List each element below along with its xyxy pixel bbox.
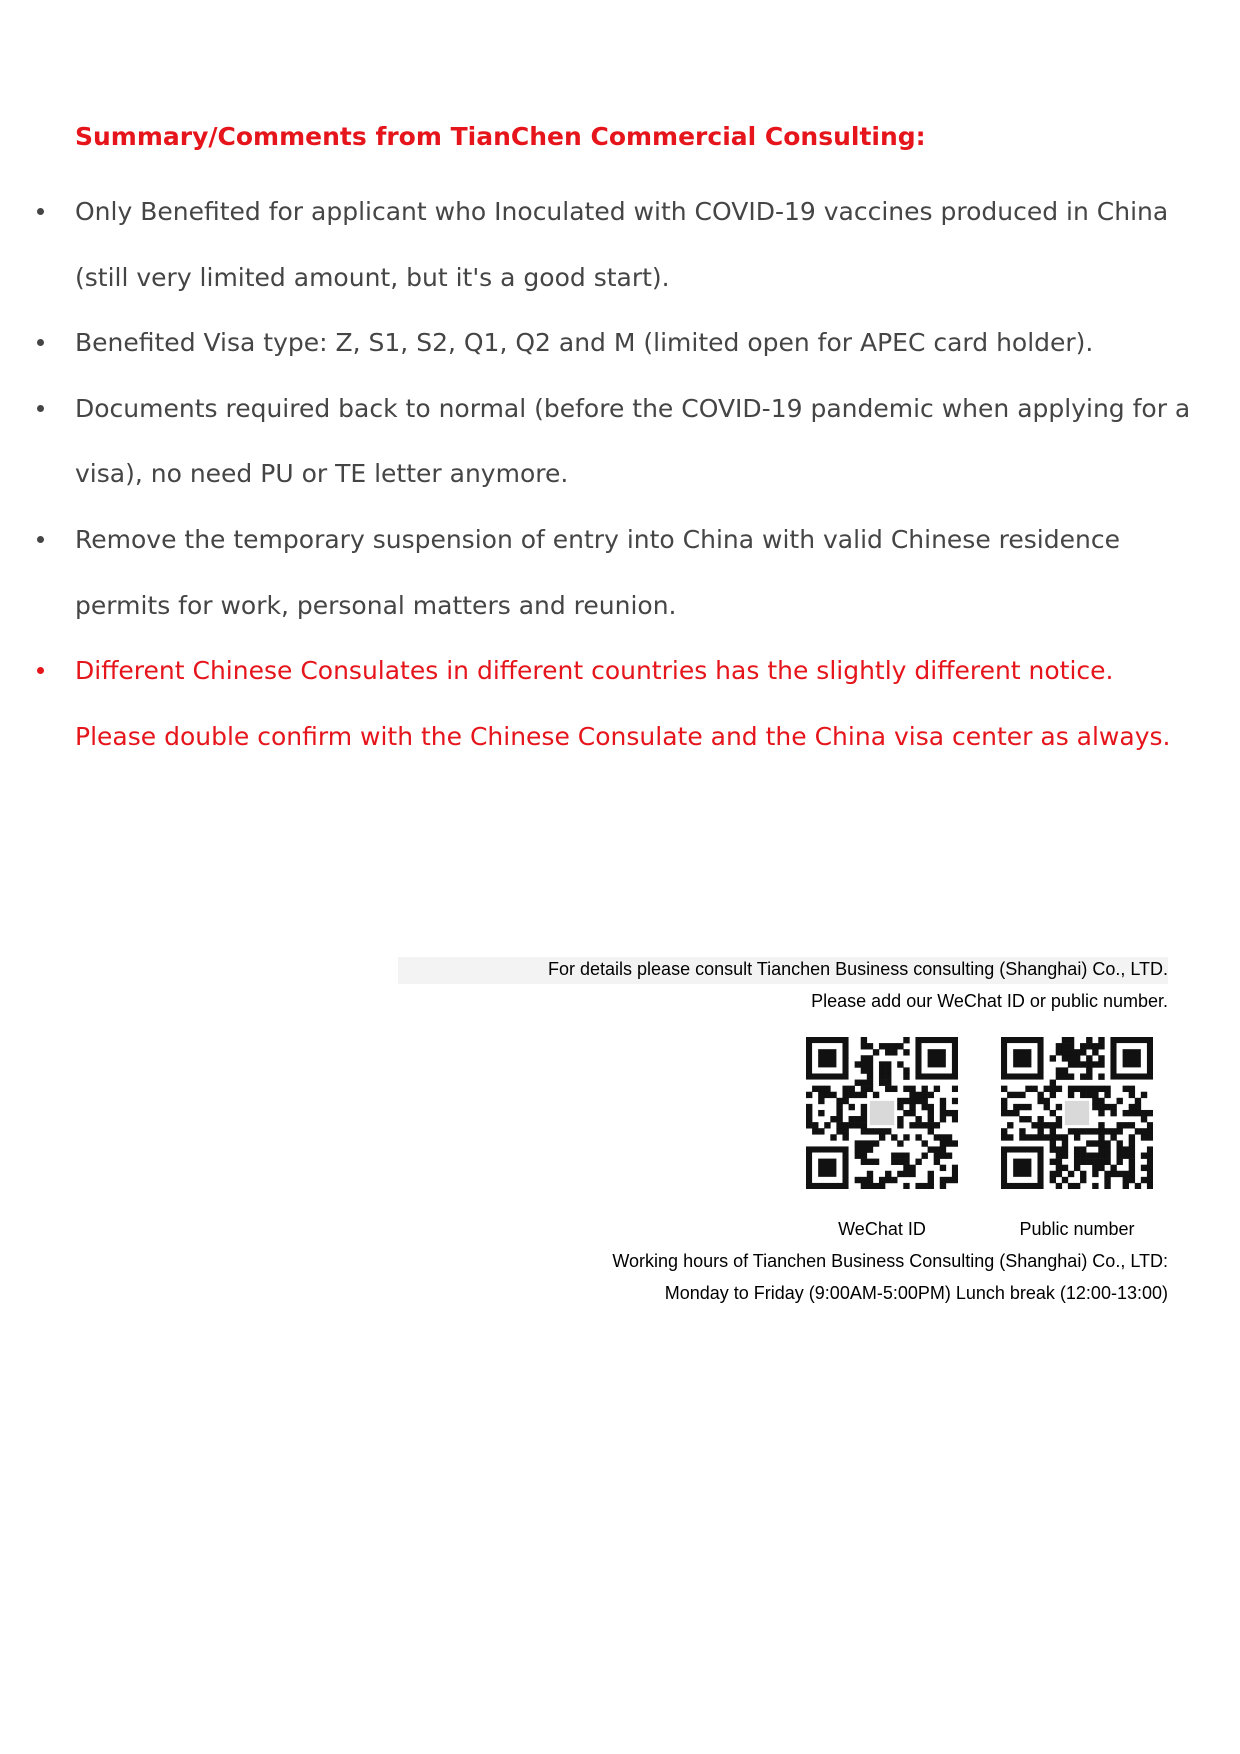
- bullet-line: visa), no need PU or TE letter anymore.: [75, 459, 569, 489]
- bullet-dot-icon: [37, 536, 44, 543]
- schedule-line: Monday to Friday (9:00AM-5:00PM) Lunch break (12:00-13:00): [664, 1283, 1168, 1303]
- consult-line: For details please consult Tianchen Business consulting (Shanghai) Co., LTD.: [548, 959, 1168, 979]
- wechat-id-qr-code-icon: [806, 1037, 958, 1189]
- wechat-id-caption: WeChat ID: [838, 1219, 926, 1239]
- bullet-dot-icon: [37, 339, 44, 346]
- bullet-item-documents: [0, 376, 1191, 507]
- bullet-dot-icon: [37, 667, 44, 674]
- bullet-line: Please double confirm with the Chinese Consulate and the China visa center as always.: [75, 721, 1171, 751]
- bullet-item-visa-type: [0, 310, 1185, 376]
- bullet-item-consulate-notice: [0, 638, 1185, 769]
- bullet-dot-icon: [37, 208, 44, 215]
- bullet-line: Documents required back to normal (before the COVID-19 pandemic when applying for a: [75, 393, 1191, 423]
- bullet-line: Benefited Visa type: Z, S1, S2, Q1, Q2 and M (limited open for APEC card holder).: [75, 328, 1094, 358]
- add-wechat-line: Please add our WeChat ID or public number.: [811, 991, 1168, 1011]
- working-hours-line: Working hours of Tianchen Business Consulting (Shanghai) Co., LTD:: [612, 1251, 1168, 1271]
- summary-bullet-list: [0, 179, 1240, 769]
- bullet-item-residence-permits: [0, 507, 1185, 638]
- bullet-line: Remove the temporary suspension of entry into China with valid Chinese residence: [75, 524, 1120, 554]
- summary-heading: Summary/Comments from TianChen Commercial Consulting:: [75, 122, 926, 151]
- bullet-item-vaccine: [0, 179, 1185, 310]
- bullet-dot-icon: [37, 405, 44, 412]
- bullet-line: Only Benefited for applicant who Inoculated with COVID-19 vaccines produced in China: [75, 197, 1169, 226]
- bullet-line: permits for work, personal matters and reunion.: [75, 590, 677, 620]
- public-number-caption: Public number: [1019, 1219, 1135, 1239]
- bullet-line: (still very limited amount, but it's a good start).: [75, 262, 670, 292]
- bullet-line: Different Chinese Consulates in different countries has the slightly different notice.: [75, 656, 1114, 686]
- public-number-qr-code-icon: [1001, 1037, 1153, 1189]
